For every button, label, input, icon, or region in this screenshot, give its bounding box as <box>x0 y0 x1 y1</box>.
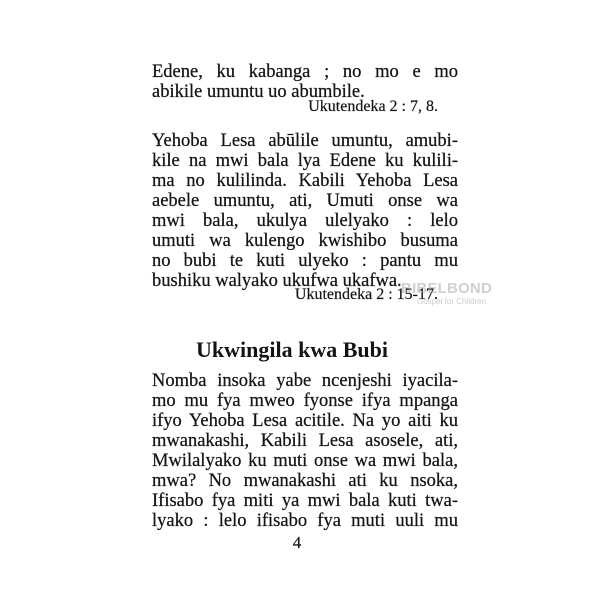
passage2-line: umuti wa kulengo kwishibo busuma <box>152 231 458 251</box>
passage3-line: Mwilalyako ku muti onse wa mwi bala, <box>152 451 458 471</box>
watermark-brand: BIBELBOND <box>401 280 492 297</box>
passage2-line: Yehoba Lesa abūlile umuntu, amubi- <box>152 131 458 151</box>
passage3-line: mo mu fya mweo fyonse ifya mpanga <box>152 391 458 411</box>
passage1-line: Edene, ku kabanga ; no mo e mo <box>152 62 458 82</box>
passage3-line: mwa? No mwanakashi ati ku nsoka, <box>152 471 458 491</box>
watermark-tagline: Gospel for Children <box>417 297 486 306</box>
passage3-line: ifyo Yehoba Lesa acitile. Na yo aiti ku <box>152 411 458 431</box>
passage3-line: lyako : lelo ifisabo fya muti uuli mu <box>152 511 458 531</box>
passage3-line: Nomba insoka yabe ncenjeshi iyacila- <box>152 371 458 391</box>
passage1-reference: Ukutendeka 2 : 7, 8. <box>308 98 438 115</box>
passage2-reference: Ukutendeka 2 : 15-17. <box>294 286 438 303</box>
passage3-line: Ifisabo fya miti ya mwi bala kuti twa- <box>152 491 458 511</box>
passage2-line: no bubi te kuti ulyeko : pantu mu <box>152 251 458 271</box>
passage1-line: abikile umuntu uo abumbile. <box>152 82 365 102</box>
passage2-line: aebele umuntu, ati, Umuti onse wa <box>152 191 458 211</box>
section-heading: Ukwingila kwa Bubi <box>196 337 388 362</box>
passage2-line: bushiku walyako ukufwa ukafwa. <box>152 271 402 291</box>
passage2-line: mwi bala, ukulya ulelyako : lelo <box>152 211 458 231</box>
page-number: 4 <box>292 533 302 552</box>
passage2-line: ma no kulilinda. Kabili Yehoba Lesa <box>152 171 458 191</box>
passage3-line: mwanakashi, Kabili Lesa asosele, ati, <box>152 431 458 451</box>
passage2-line: kile na mwi bala lya Edene ku kulili- <box>152 151 458 171</box>
